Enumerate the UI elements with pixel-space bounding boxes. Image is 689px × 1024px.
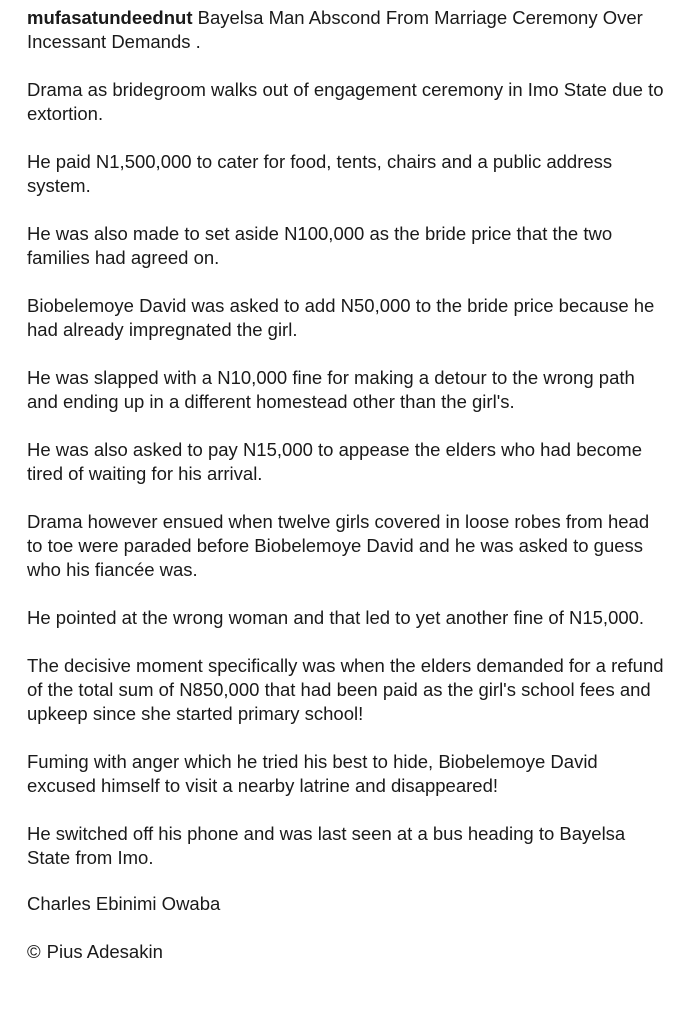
copyright-icon: ©	[27, 941, 41, 962]
paragraph-2: He paid N1,500,000 to cater for food, tents, chairs and a public address system.	[27, 151, 613, 196]
copyright-line	[27, 916, 669, 964]
paragraph-3: He was also made to set aside N100,000 as the bride price that the two families had agreed on.	[27, 223, 613, 268]
paragraph-1: Drama as bridegroom walks out of engagement ceremony in Imo State due to extortion.	[27, 79, 664, 124]
paragraph-11: He switched off his phone and was last seen at a bus heading to Bayelsa State from Imo.	[27, 823, 626, 868]
paragraph-10: Fuming with anger which he tried his best to hide, Biobelemoye David excused himself to visit a nearby latrine and disappeared!	[27, 751, 598, 796]
paragraph-7: Drama however ensued when twelve girls covered in loose robes from head to toe were paraded before Biobelemoye David and he was asked to guess who his fiancée was.	[27, 511, 650, 580]
paragraph-9: The decisive moment specifically was when the elders demanded for a refund of the total sum of N850,000 that had been paid as the girl's school fees and upkeep since she started primary school!	[27, 655, 664, 724]
paragraph-5: He was slapped with a N10,000 fine for making a detour to the wrong path and ending up in a different homestead other than the girl's.	[27, 367, 635, 412]
paragraph-8: He pointed at the wrong woman and that led to yet another fine of N15,000.	[27, 607, 645, 628]
username[interactable]: mufasatundeednut	[27, 7, 193, 28]
caption-header	[27, 6, 669, 54]
paragraph-4: Biobelemoye David was asked to add N50,000 to the bride price because he had already impregnated the girl.	[27, 295, 655, 340]
paragraph-6: He was also asked to pay N15,000 to appease the elders who had become tired of waiting for his arrival.	[27, 439, 643, 484]
copyright-name: Pius Adesakin	[46, 941, 163, 962]
author-credit: Charles Ebinimi Owaba	[27, 893, 221, 914]
caption-headline: Bayelsa Man Abscond From Marriage Ceremony Over Incessant Demands .	[27, 7, 643, 52]
